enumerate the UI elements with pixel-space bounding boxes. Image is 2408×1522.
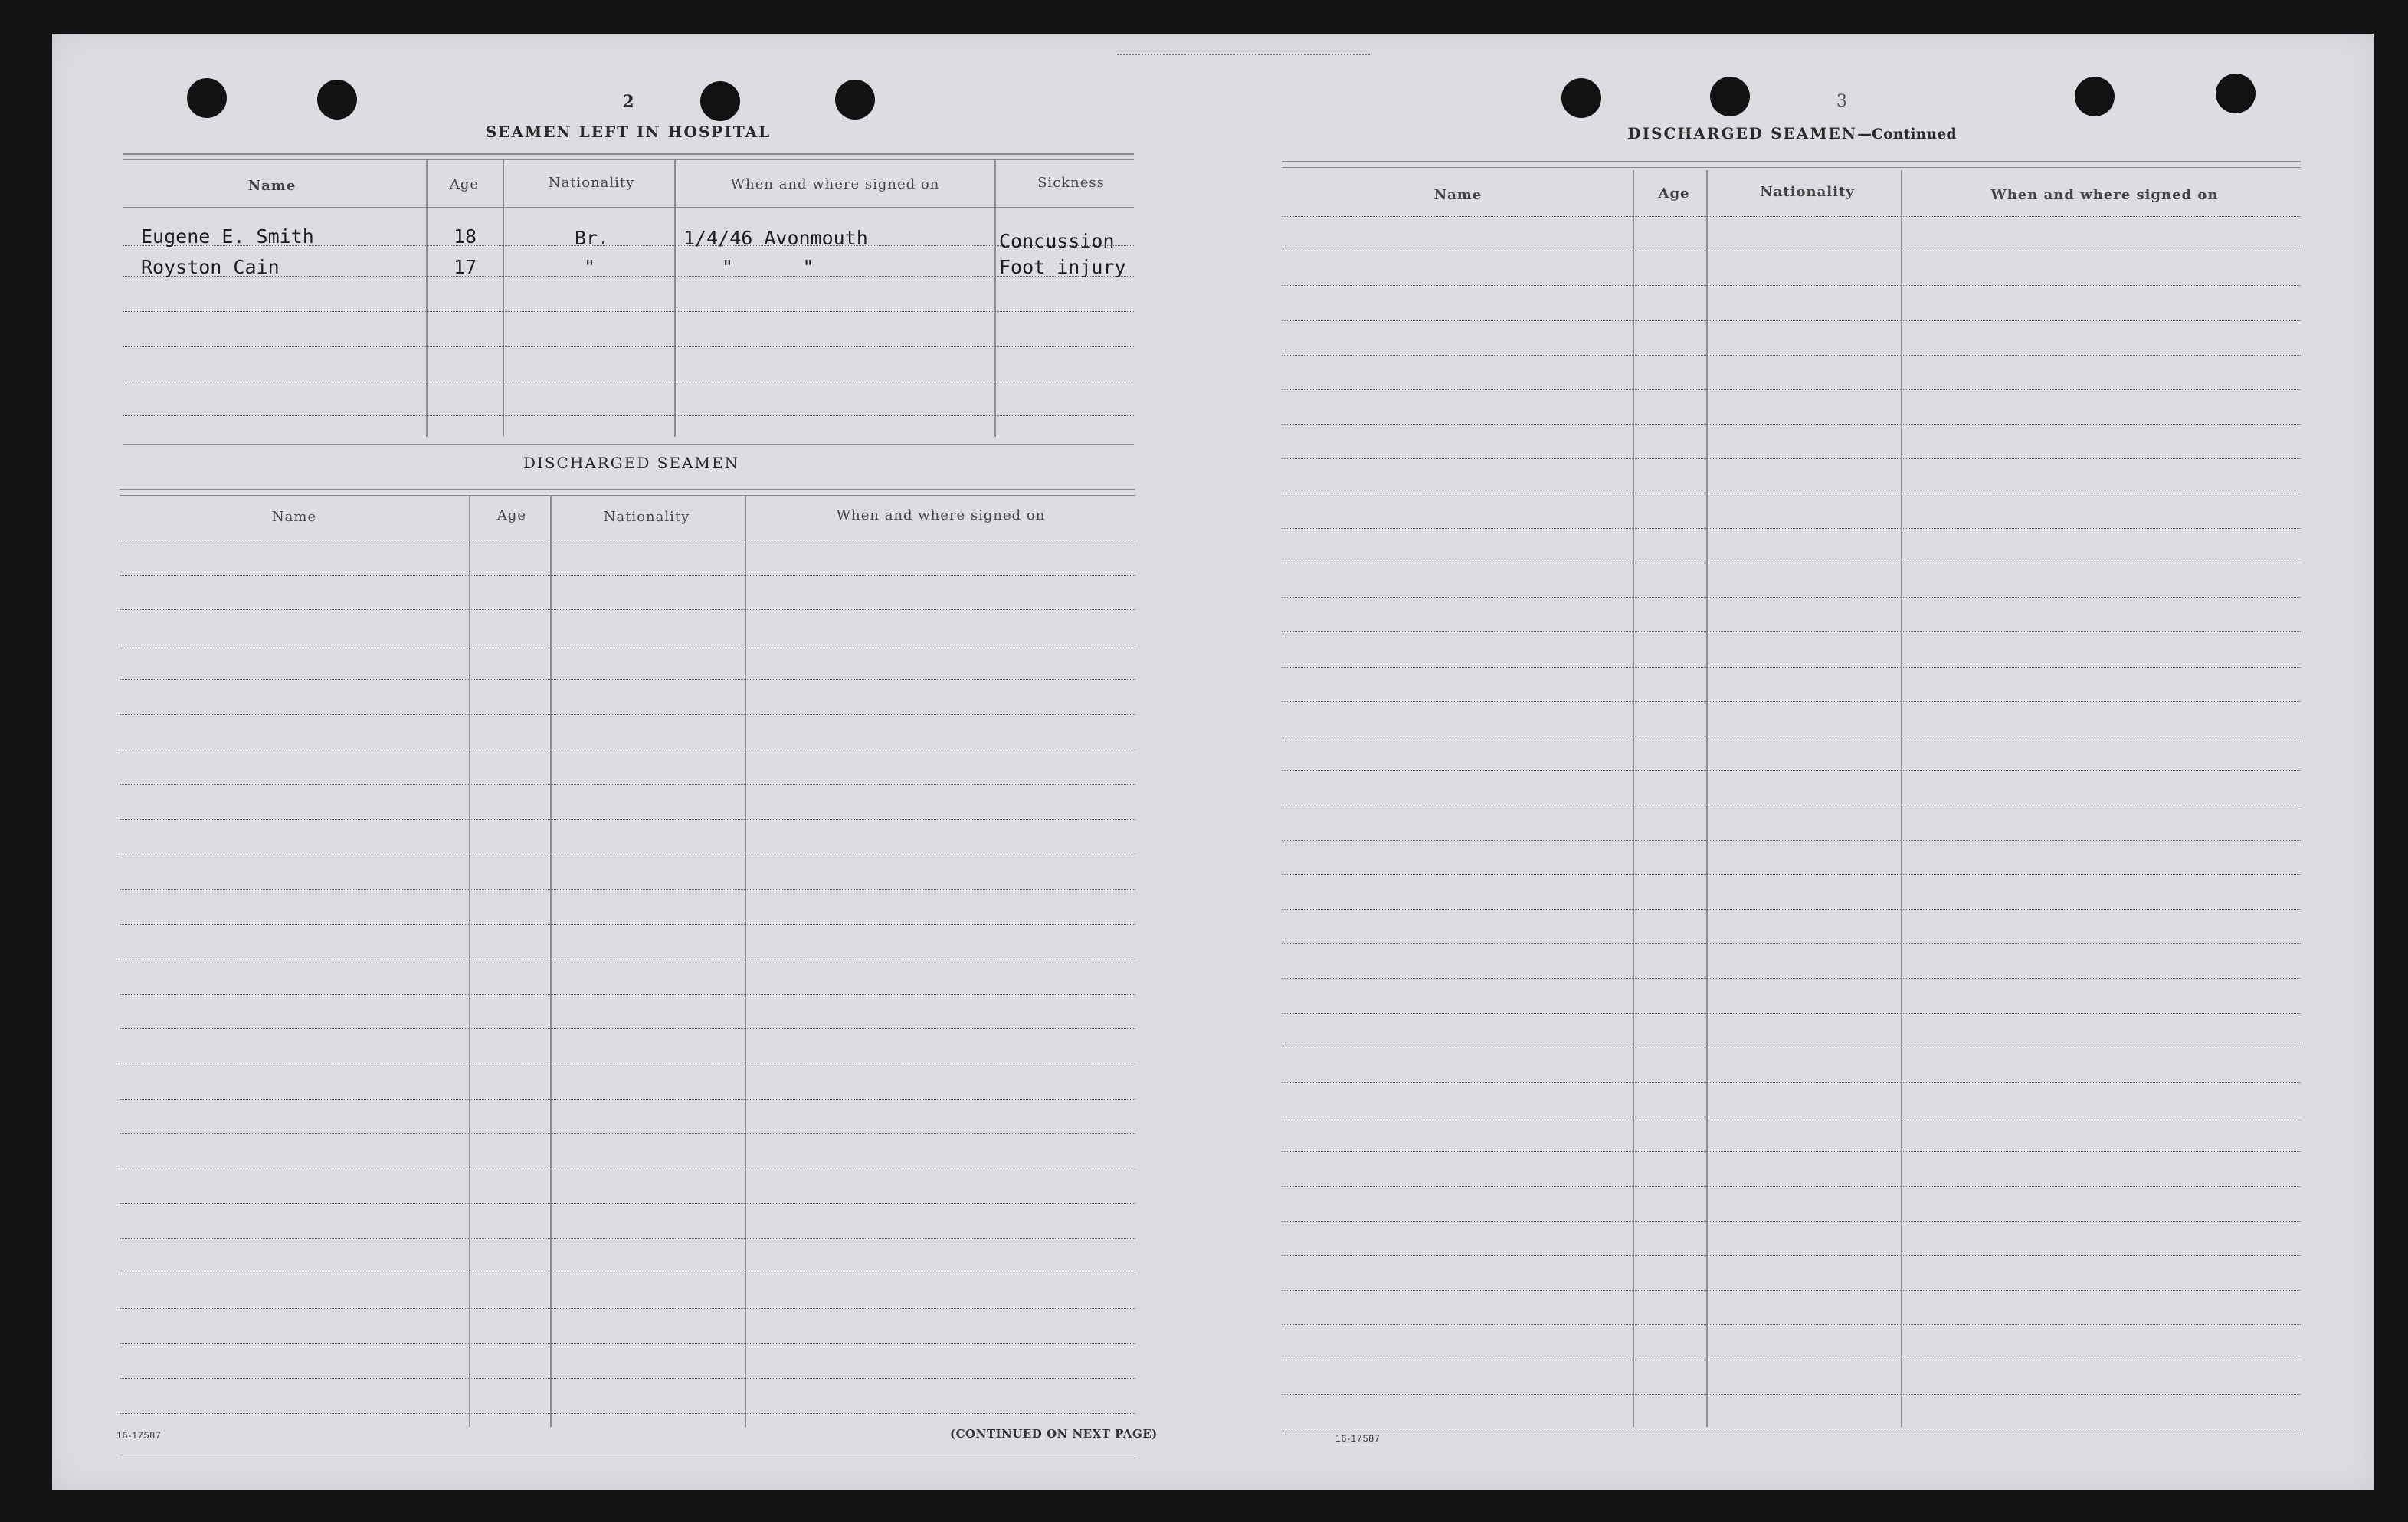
table-row xyxy=(141,256,280,278)
hospital-table xyxy=(123,153,1134,477)
form-code: 16-17587 xyxy=(1335,1433,1381,1444)
ruled-line xyxy=(1282,355,2301,356)
ruled-line xyxy=(1282,1186,2301,1187)
ruled-line xyxy=(1282,458,2301,459)
right-page-title xyxy=(1627,124,1956,143)
ruled-line xyxy=(1282,1013,2301,1014)
ruled-line xyxy=(120,819,1135,820)
section-title: DISCHARGED SEAMEN xyxy=(1627,124,1857,143)
ruled-line xyxy=(1282,1290,2301,1291)
right-page xyxy=(1282,34,2305,1490)
ruled-line xyxy=(120,784,1135,785)
page-number: 2 xyxy=(622,92,634,112)
column-header-sickness: Sickness xyxy=(1037,175,1105,191)
ruled-line xyxy=(1282,978,2301,979)
ruled-line xyxy=(1282,1082,2301,1083)
cell-sickness: Concussion xyxy=(999,230,1115,252)
ruled-line xyxy=(120,889,1135,890)
ruled-line xyxy=(1282,1394,2301,1395)
column-header-age: Age xyxy=(449,176,480,192)
ruled-line xyxy=(1282,424,2301,425)
ruled-line xyxy=(120,1238,1135,1239)
column-header-nationality: Nationality xyxy=(548,175,635,191)
ruled-line xyxy=(120,924,1135,925)
ruled-line xyxy=(1282,943,2301,944)
discharged-table xyxy=(120,489,1135,1458)
ruled-line xyxy=(120,1099,1135,1100)
ruled-line xyxy=(1282,597,2301,598)
ruled-line xyxy=(1282,909,2301,910)
column-header-signed-on: When and where signed on xyxy=(836,507,1046,523)
column-header-name: Name xyxy=(1433,187,1482,203)
ruled-line xyxy=(1282,701,2301,702)
ruled-line xyxy=(120,609,1135,610)
column-header-signed-on: When and where signed on xyxy=(730,176,940,192)
ruled-line xyxy=(120,1343,1135,1344)
ruled-line xyxy=(1282,631,2301,632)
column-header-age: Age xyxy=(1658,185,1690,202)
ruled-line xyxy=(120,994,1135,995)
cell-age: 17 xyxy=(454,256,477,278)
ruled-line xyxy=(1282,667,2301,668)
form-code: 16-17587 xyxy=(116,1430,162,1441)
ruled-line xyxy=(1282,389,2301,390)
column-header-nationality: Nationality xyxy=(603,509,690,525)
cell-nationality: Br. xyxy=(575,227,610,249)
ruled-line xyxy=(120,1133,1135,1134)
column-header-name: Name xyxy=(271,509,317,525)
ruled-line xyxy=(1282,874,2301,875)
ruled-line xyxy=(1282,1324,2301,1325)
ruled-line xyxy=(1282,285,2301,286)
ruled-line xyxy=(120,1308,1135,1309)
column-header-nationality: Nationality xyxy=(1760,184,1855,200)
ruled-line xyxy=(1282,320,2301,321)
column-header-signed-on: When and where signed on xyxy=(1990,187,2219,203)
ruled-line xyxy=(120,1378,1135,1379)
left-page xyxy=(116,34,1158,1490)
discharged-continued-table xyxy=(1282,161,2301,1458)
ruled-line xyxy=(120,714,1135,715)
cell-nationality: " xyxy=(584,256,596,278)
ruled-line xyxy=(120,679,1135,680)
cell-signed-on: " " xyxy=(722,256,814,278)
ruled-line xyxy=(120,575,1135,576)
document-paper xyxy=(52,34,2374,1490)
continued-note: (CONTINUED ON NEXT PAGE) xyxy=(950,1427,1158,1441)
cell-name: Eugene E. Smith xyxy=(141,225,314,248)
page-number: 3 xyxy=(1836,92,1847,111)
discharged-section-title: DISCHARGED SEAMEN xyxy=(523,454,740,472)
cell-age: 18 xyxy=(454,225,477,248)
cell-sickness: Foot injury xyxy=(999,256,1126,278)
section-title-suffix: —Continued xyxy=(1857,126,1957,143)
cell-signed-on: 1/4/46 Avonmouth xyxy=(683,227,868,249)
hospital-section-title: SEAMEN LEFT IN HOSPITAL xyxy=(485,123,772,141)
ruled-line xyxy=(1282,216,2301,217)
ruled-line xyxy=(1282,840,2301,841)
ruled-line xyxy=(1282,1151,2301,1152)
ruled-line xyxy=(1282,528,2301,529)
column-header-name: Name xyxy=(247,178,296,194)
ruled-line xyxy=(120,1203,1135,1204)
column-header-age: Age xyxy=(496,507,527,523)
ruled-line xyxy=(1282,770,2301,771)
ruled-line xyxy=(1282,1255,2301,1256)
cell-name: Royston Cain xyxy=(141,256,280,278)
ruled-line xyxy=(1282,1221,2301,1222)
table-row xyxy=(141,225,314,248)
ruled-line xyxy=(120,1028,1135,1029)
ruled-line xyxy=(120,1413,1135,1414)
